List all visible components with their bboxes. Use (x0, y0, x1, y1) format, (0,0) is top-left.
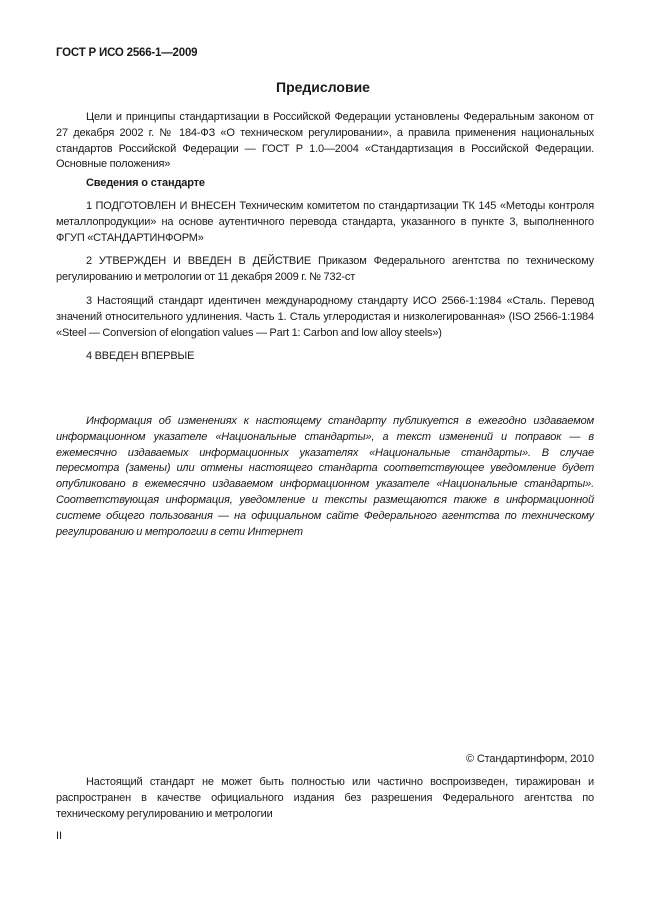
standard-info-item-3 (56, 294, 594, 341)
standard-info-item-text: 2 УТВЕРЖДЕН И ВВЕДЕН В ДЕЙСТВИЕ Приказом Федерального агентства по техническому регулированию и метрологии от 11 декабря 2009 г. № 732-ст (56, 255, 594, 283)
reproduction-notice-text: Настоящий стандарт не может быть полностью или частично воспроизведен, тиражирован и распространен в качестве официального издания без разрешения Федерального агентства по техническому регулированию и метрологии (56, 776, 594, 820)
amendments-notice-text: Информация об изменениях к настоящему стандарту публикуется в ежегодно издаваемом информационном указателе «Национальные стандарты», а текст изменений и поправок — в ежемесячно издаваемых информационных указателях «Национальные стандарты». В случае пересмотра (замены) или отмены настоящего стандарта соответствующее уведомление будет опубликовано в ежемесячно издаваемом информационном указателе «Национальные стандарты». Соответствующая информация, уведомление и тексты размещаются также в информационной системе общего пользования — на официальном сайте Федерального агентства по техническому регулированию и метрологии в сети Интернет (56, 415, 594, 538)
standard-info-heading: Сведения о стандарте (86, 177, 205, 189)
reproduction-notice (56, 775, 594, 822)
standard-info-item-1 (56, 199, 594, 246)
page-number: II (56, 830, 63, 842)
standard-info-item-text: 3 Настоящий стандарт идентичен международному стандарту ИСО 2566-1:1984 «Сталь. Перевод значений относительного удлинения. Часть 1. Сталь углеродистая и низколегированная» (ISO 2566-1:1984 «Steel — Conversion of elongation values — Part 1: Carbon and low alloy steels») (56, 295, 594, 339)
standard-info-item-2 (56, 254, 594, 286)
standard-info-item-text: 4 ВВЕДЕН ВПЕРВЫЕ (86, 350, 195, 362)
document-code-header: ГОСТ Р ИСО 2566-1—2009 (56, 47, 198, 59)
page-title: Предисловие (276, 79, 370, 95)
intro-paragraph (56, 110, 594, 173)
amendments-notice (56, 414, 594, 540)
standard-info-item-text: 1 ПОДГОТОВЛЕН И ВНЕСЕН Техническим комитетом по стандартизации ТК 145 «Методы контроля металлопродукции» на основе аутентичного перевода стандарта, указанного в пункте 3, выполненного ФГУП «СТАНДАРТИНФОРМ» (56, 200, 594, 244)
copyright-line: © Стандартинформ, 2010 (465, 753, 594, 765)
standard-info-item-4 (56, 349, 594, 365)
intro-text: Цели и принципы стандартизации в Российской Федерации установлены Федеральным законом от 27 декабря 2002 г. № 184-ФЗ «О техническом регулировании», а правила применения национальных стандартов Российской Федерации — ГОСТ Р 1.0—2004 «Стандартизация в Российской Федерации. Основные положения» (56, 111, 594, 171)
